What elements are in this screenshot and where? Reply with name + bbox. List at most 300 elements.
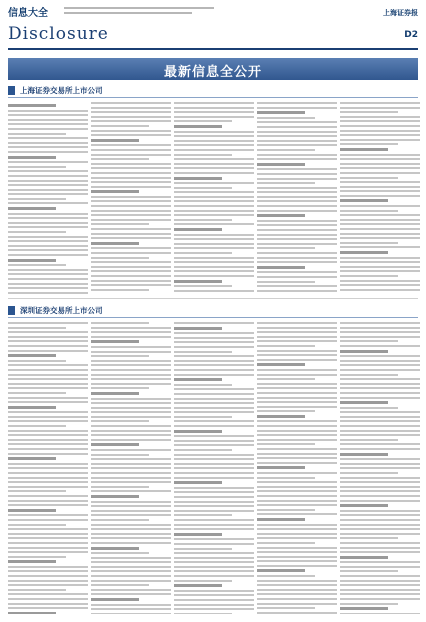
text-line — [257, 569, 305, 572]
text-line — [340, 397, 420, 399]
text-line — [91, 495, 139, 498]
text-line — [8, 336, 88, 338]
text-line — [257, 149, 315, 151]
text-line — [174, 182, 254, 184]
text-line — [8, 322, 88, 324]
text-line — [257, 359, 337, 361]
text-line — [174, 111, 254, 113]
text-column — [8, 102, 88, 294]
text-line — [8, 287, 88, 289]
text-line — [91, 346, 171, 348]
text-line — [257, 140, 337, 142]
text-line — [174, 261, 254, 263]
text-line — [340, 340, 398, 342]
text-line — [340, 430, 420, 432]
text-line — [91, 261, 171, 263]
text-line — [174, 285, 232, 287]
text-line — [174, 116, 254, 118]
text-line — [91, 111, 171, 113]
text-line — [8, 580, 88, 582]
text-line — [340, 387, 420, 389]
text-line — [257, 387, 337, 389]
text-line — [340, 467, 420, 469]
exchange-heading-shanghai — [8, 84, 418, 98]
text-line — [91, 340, 139, 343]
text-line — [257, 551, 337, 553]
text-line — [91, 566, 171, 568]
text-line — [91, 223, 149, 225]
text-line — [91, 116, 171, 118]
text-line — [340, 210, 398, 212]
text-line — [257, 593, 337, 595]
text-line — [8, 528, 88, 530]
text-line — [340, 453, 388, 456]
text-line — [91, 331, 171, 333]
text-line — [257, 220, 337, 222]
text-line — [174, 538, 254, 540]
text-line — [257, 158, 337, 160]
text-line — [174, 102, 254, 104]
text-line — [8, 133, 66, 135]
text-line — [340, 350, 388, 353]
text-line — [174, 402, 254, 404]
text-line — [340, 199, 388, 202]
text-line — [257, 500, 337, 502]
text-line — [340, 407, 398, 409]
text-line — [91, 242, 139, 245]
text-line — [91, 542, 171, 544]
text-line — [340, 125, 420, 127]
text-line — [8, 340, 88, 342]
text-line — [8, 110, 88, 112]
text-line — [91, 158, 149, 160]
text-line — [340, 360, 420, 362]
text-line — [340, 280, 420, 282]
text-line — [91, 214, 171, 216]
text-line — [91, 430, 171, 432]
text-line — [174, 210, 254, 212]
text-line — [91, 144, 171, 146]
text-line — [257, 247, 315, 249]
text-line — [340, 322, 420, 324]
text-line — [257, 327, 337, 329]
text-line — [8, 607, 88, 609]
text-line — [257, 383, 337, 385]
text-line — [174, 163, 254, 165]
text-line — [340, 519, 420, 521]
text-line — [340, 593, 420, 595]
text-line — [340, 566, 420, 568]
text-line — [91, 434, 171, 436]
text-line — [8, 504, 88, 506]
text-line — [91, 383, 171, 385]
text-line — [174, 590, 254, 592]
text-line — [174, 187, 232, 189]
text-line — [174, 177, 222, 180]
text-line — [8, 560, 56, 563]
text-line — [340, 514, 420, 516]
text-line — [257, 486, 337, 488]
text-line — [257, 276, 337, 278]
text-line — [91, 402, 171, 404]
text-line — [174, 416, 232, 418]
text-line — [91, 374, 171, 376]
text-line — [340, 463, 420, 465]
text-line — [340, 537, 398, 539]
text-line — [174, 463, 254, 465]
text-line — [340, 284, 420, 286]
text-line — [91, 490, 171, 492]
text-line — [174, 214, 254, 216]
section-divider — [8, 298, 418, 299]
text-line — [340, 481, 420, 483]
text-line — [91, 519, 149, 521]
text-line — [91, 533, 171, 535]
text-line — [91, 196, 171, 198]
text-line — [174, 584, 222, 587]
text-line — [340, 533, 420, 535]
text-line — [174, 374, 254, 376]
text-line — [174, 594, 254, 596]
text-line — [91, 407, 171, 409]
text-line — [174, 561, 254, 563]
text-line — [257, 163, 305, 166]
text-line — [91, 270, 171, 272]
text-line — [8, 524, 66, 526]
text-line — [91, 608, 171, 610]
text-line — [340, 477, 420, 479]
text-line — [8, 537, 88, 539]
text-line — [8, 354, 56, 357]
text-line — [340, 270, 420, 272]
text-line — [340, 195, 420, 197]
text-line — [91, 177, 171, 179]
text-line — [257, 547, 337, 549]
text-line — [340, 336, 420, 338]
text-line — [174, 135, 254, 137]
text-line — [174, 430, 222, 433]
text-line — [340, 345, 420, 347]
text-line — [91, 130, 171, 132]
text-line — [340, 486, 420, 488]
text-line — [340, 570, 398, 572]
text-line — [257, 261, 337, 263]
text-line — [257, 107, 337, 109]
text-line — [91, 102, 171, 104]
text-line — [174, 491, 254, 493]
text-line — [174, 327, 222, 330]
text-line — [174, 351, 232, 353]
text-line — [340, 163, 420, 165]
text-column — [174, 322, 254, 614]
text-line — [257, 575, 315, 577]
text-line — [174, 247, 254, 249]
text-column — [8, 322, 88, 614]
text-line — [174, 200, 254, 202]
text-line — [174, 570, 254, 572]
text-line — [257, 392, 337, 394]
text-line — [8, 114, 88, 116]
text-line — [8, 249, 88, 251]
text-line — [340, 158, 420, 160]
text-line — [91, 472, 171, 474]
text-line — [257, 238, 337, 240]
text-line — [91, 604, 171, 606]
text-line — [257, 420, 337, 422]
text-line — [257, 354, 337, 356]
text-line — [340, 107, 420, 109]
text-line — [8, 416, 88, 418]
text-line — [174, 158, 254, 160]
text-line — [91, 247, 171, 249]
text-line — [8, 292, 88, 294]
text-line — [8, 514, 88, 516]
text-line — [257, 243, 337, 245]
text-line — [174, 533, 222, 536]
text-line — [257, 603, 337, 605]
text-line — [8, 593, 88, 595]
text-line — [257, 397, 337, 399]
text-line — [8, 123, 88, 125]
text-line — [174, 275, 254, 277]
text-line — [91, 557, 171, 559]
text-line — [174, 411, 254, 413]
text-line — [91, 369, 171, 371]
text-line — [8, 392, 66, 394]
text-line — [8, 327, 66, 329]
text-line — [340, 500, 420, 502]
text-line — [8, 589, 66, 591]
text-line — [8, 202, 88, 204]
text-line — [340, 458, 420, 460]
text-line — [91, 190, 139, 193]
text-line — [257, 331, 337, 333]
text-line — [91, 510, 171, 512]
text-line — [340, 575, 420, 577]
text-line — [91, 186, 171, 188]
text-line — [340, 551, 420, 553]
text-column — [91, 102, 171, 294]
text-line — [8, 207, 56, 210]
text-line — [174, 243, 254, 245]
text-line — [91, 392, 139, 395]
text-line — [91, 172, 171, 174]
text-line — [91, 237, 171, 239]
text-line — [8, 180, 88, 182]
text-column — [340, 102, 420, 294]
text-line — [174, 388, 254, 390]
text-line — [257, 415, 305, 418]
text-line — [174, 580, 232, 582]
text-line — [174, 519, 254, 521]
text-line — [340, 510, 420, 512]
text-line — [8, 566, 88, 568]
text-line — [8, 477, 88, 479]
text-line — [257, 214, 305, 217]
text-line — [91, 481, 171, 483]
text-line — [8, 184, 88, 186]
text-line — [174, 205, 254, 207]
text-line — [91, 416, 171, 418]
text-line — [174, 322, 254, 324]
text-line — [91, 575, 171, 577]
text-line — [257, 589, 337, 591]
text-line — [257, 200, 337, 202]
text-line — [340, 205, 420, 207]
text-line — [340, 607, 388, 610]
text-line — [8, 533, 88, 535]
page-code: D2 — [404, 30, 418, 40]
text-line — [257, 434, 337, 436]
text-line — [174, 566, 254, 568]
text-line — [340, 448, 420, 450]
text-line — [8, 495, 88, 497]
text-line — [257, 524, 337, 526]
text-line — [91, 537, 171, 539]
text-line — [257, 443, 315, 445]
text-line — [174, 487, 254, 489]
text-line — [340, 542, 420, 544]
text-line — [340, 214, 420, 216]
text-line — [91, 463, 171, 465]
text-line — [340, 266, 420, 268]
text-line — [340, 219, 420, 221]
text-line — [174, 510, 254, 512]
text-line — [340, 589, 420, 591]
text-line — [257, 425, 337, 427]
text-line — [8, 226, 88, 228]
text-line — [257, 350, 337, 352]
text-line — [8, 397, 88, 399]
text-line — [257, 173, 337, 175]
text-line — [257, 168, 337, 170]
text-line — [8, 519, 88, 521]
text-line — [8, 104, 56, 107]
text-line — [91, 449, 171, 451]
text-line — [174, 472, 254, 474]
text-line — [8, 383, 88, 385]
text-line — [8, 406, 56, 409]
text-line — [340, 134, 420, 136]
text-line — [174, 467, 254, 469]
text-line — [91, 125, 149, 127]
text-line — [257, 117, 315, 119]
text-line — [174, 599, 254, 601]
text-line — [8, 213, 88, 215]
text-line — [8, 151, 88, 153]
text-line — [340, 167, 420, 169]
text-line — [340, 143, 398, 145]
text-line — [174, 228, 222, 231]
text-line — [174, 524, 254, 526]
text-line — [91, 210, 171, 212]
text-line — [91, 107, 171, 109]
heading-underline — [8, 317, 418, 318]
text-line — [340, 172, 420, 174]
text-column — [340, 322, 420, 614]
text-line — [8, 254, 88, 256]
text-line — [257, 580, 337, 582]
text-line — [8, 364, 88, 366]
text-line — [91, 252, 171, 254]
text-line — [174, 257, 254, 259]
text-line — [91, 454, 149, 456]
dateline-block — [64, 5, 214, 17]
text-line — [91, 139, 139, 142]
text-line — [257, 369, 337, 371]
text-line — [340, 177, 398, 179]
text-line — [91, 322, 149, 324]
text-line — [8, 486, 88, 488]
text-line — [8, 448, 88, 450]
text-line — [257, 481, 337, 483]
text-line — [91, 233, 171, 235]
text-line — [340, 261, 420, 263]
text-line — [91, 593, 171, 595]
text-line — [174, 266, 254, 268]
text-line — [91, 443, 139, 446]
text-line — [340, 246, 420, 248]
text-line — [174, 234, 254, 236]
text-line — [257, 336, 337, 338]
text-line — [91, 378, 171, 380]
text-line — [174, 131, 254, 133]
text-line — [174, 548, 232, 550]
text-line — [257, 229, 337, 231]
text-line — [340, 547, 420, 549]
text-line — [91, 205, 171, 207]
text-line — [8, 542, 88, 544]
text-line — [257, 191, 337, 193]
text-line — [8, 269, 88, 271]
text-line — [340, 378, 420, 380]
text-line — [174, 144, 254, 146]
text-line — [257, 205, 337, 207]
text-line — [340, 289, 420, 291]
text-line — [174, 290, 254, 292]
text-line — [8, 146, 88, 148]
text-line — [257, 466, 305, 469]
text-line — [91, 355, 149, 357]
text-line — [340, 154, 420, 156]
text-line — [8, 509, 56, 512]
text-line — [91, 467, 171, 469]
text-line — [340, 331, 420, 333]
text-line — [257, 472, 337, 474]
text-line — [340, 130, 420, 132]
text-line — [8, 245, 88, 247]
text-line — [8, 378, 88, 380]
text-line — [91, 167, 171, 169]
text-line — [91, 589, 171, 591]
text-line — [8, 547, 88, 549]
text-line — [174, 454, 254, 456]
text-line — [174, 552, 254, 554]
text-line — [8, 430, 88, 432]
text-line — [340, 102, 420, 104]
text-line — [340, 504, 388, 507]
text-line — [257, 187, 337, 189]
text-line — [174, 604, 254, 606]
text-line — [340, 603, 398, 605]
text-line — [8, 166, 66, 168]
text-line — [8, 584, 88, 586]
text-line — [340, 186, 420, 188]
text-line — [340, 411, 420, 413]
text-line — [340, 369, 420, 371]
text-line — [91, 149, 171, 151]
heading-underline — [8, 97, 418, 98]
